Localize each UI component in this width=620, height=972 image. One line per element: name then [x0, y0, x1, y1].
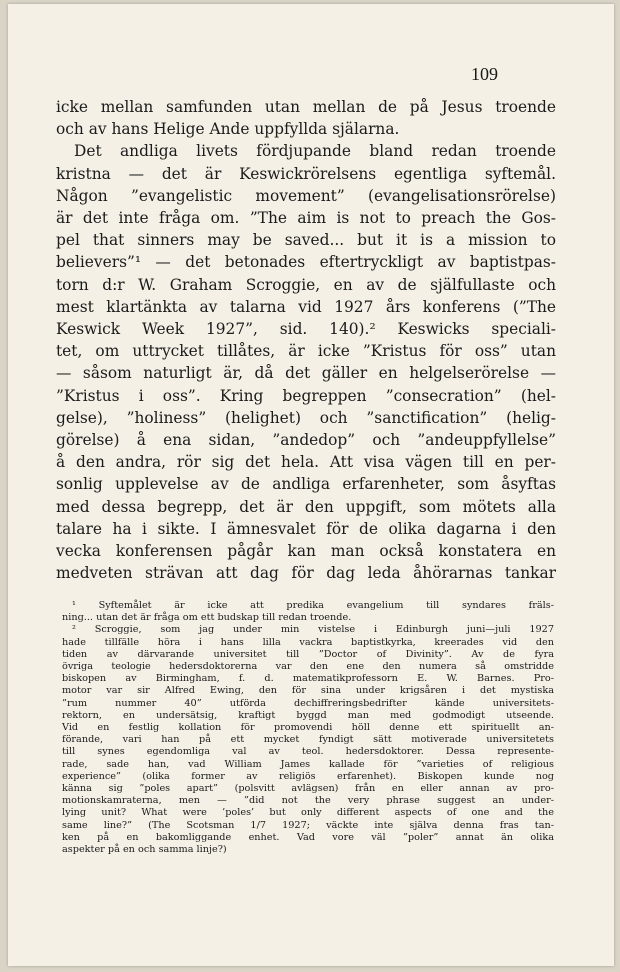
body-line: — såsom naturligt är, då det gäller en helgelserörelse — [56, 364, 556, 383]
body-line: gelse), ”holiness” (helighet) och ”sanctification” (helig- [56, 408, 556, 427]
body-line: och av hans Helige Ande uppfyllda själarna. [56, 120, 400, 139]
body-line: är det inte fråga om. ”The aim is not to preach the Gos- [56, 209, 556, 228]
body-line: tet, om uttrycket tillåtes, är icke ”Kristus för oss” utan [56, 342, 556, 361]
footnote-line: tiden av därvarande universitet till ”Doctor of Divinity”. Av de fyra [62, 648, 554, 660]
footnote-line: Vid en festlig kollation för promovendi höll denne ett spirituellt an- [62, 722, 554, 734]
footnote-line: till synes egendomliga val av teol. hedersdoktorer. Dessa represente- [62, 746, 554, 758]
footnote-line: aspekter på en och samma linje?) [62, 844, 227, 856]
footnote-line: hade tillfälle höra i hans lilla vackra baptistkyrka, kreerades vid den [62, 636, 554, 648]
body-line: talare ha i sikte. I ämnesvalet för de olika dagarna i den [56, 519, 556, 538]
footnote-line: övriga teologie hedersdoktorerna var den ene den numera så omstridde [62, 661, 554, 673]
body-line: believers”¹ — det betonades eftertryckligt av baptistpas- [56, 253, 556, 272]
footnote-line: motionskamraterna, men — ”did not the very phrase suggest an under- [62, 795, 554, 807]
body-line: kristna — det är Keswickrörelsens egentliga syftemål. [56, 164, 556, 183]
footnote-line: ning... utan det är fråga om ett budskap till redan troende. [62, 612, 352, 624]
footnote-line: känna sig ”poles apart” (polsvitt avlägsen) från en eller annan av pro- [62, 783, 554, 795]
footnote-line: rektorn, en undersätsig, kraftigt byggd man med godmodigt utseende. [62, 709, 554, 721]
body-line: medveten strävan att dag för dag leda åhörarnas tankar [56, 564, 556, 583]
footnote-line: lying unit? What were ’poles’ but only different aspects of one and the [62, 807, 554, 819]
body-line: sonlig upplevelse av de andliga erfarenheter, som åsyftas [56, 475, 556, 494]
body-line: Keswick Week 1927”, sid. 140).² Keswicks speciali- [56, 320, 556, 339]
body-line: icke mellan samfunden utan mellan de på Jesus troende [56, 98, 556, 116]
footnote-line: same line?” (The Scotsman 1/7 1927; väckte inte själva denna fras tan- [62, 819, 554, 831]
body-line: pel that sinners may be saved... but it is a mission to [56, 231, 556, 250]
body-line: ”Kristus i oss”. Kring begreppen ”consecration” (hel- [56, 386, 556, 405]
body-line: görelse) å ena sidan, ”andedop” och ”andeuppfyllelse” [56, 431, 556, 450]
footnote-line: experience” (olika former av religiös erfarenhet). Biskopen kunde nog [62, 770, 554, 782]
footnote-line: förande, vari han på ett mycket fyndigt sätt motiverade universitetets [62, 734, 554, 746]
book-page [8, 4, 614, 966]
footnote-line: motor var sir Alfred Ewing, den för sina under krigsåren i det mystiska [62, 685, 554, 697]
body-line: Det andliga livets fördjupande bland redan troende [74, 142, 556, 161]
footnotes [62, 600, 554, 856]
footnote-line: ken på en bakomliggande enhet. Vad vore väl ”poler” annat än olika [62, 831, 554, 843]
footnote-line: rade, sade han, vad William James kallade för ”varieties of religious [62, 758, 554, 770]
footnote-line: ¹ Syftemålet är icke att predika evangelium till syndares fräls- [72, 600, 554, 611]
body-text [56, 96, 556, 584]
footnote-line: ”rum nummer 40” utförda dechiffreringsbedrifter kände universitets- [62, 697, 554, 709]
footnote-line: biskopen av Birmingham, f. d. matematikprofessorn E. W. Barnes. Pro- [62, 673, 554, 685]
page-number: 109 [471, 64, 498, 84]
body-line: Någon ”evangelistic movement” (evangelisationsrörelse) [56, 186, 556, 205]
body-line: torn d:r W. Graham Scroggie, en av de själfullaste och [56, 275, 556, 294]
body-line: vecka konferensen pågår kan man också konstatera en [56, 542, 556, 561]
body-line: mest klartänkta av talarna vid 1927 års konferens (”The [56, 297, 556, 316]
body-line: med dessa begrepp, det är den uppgift, som mötets alla [56, 497, 556, 516]
footnote-line: ² Scroggie, som jag under min vistelse i Edinburgh juni—juli 1927 [72, 624, 554, 636]
body-line: å den andra, rör sig det hela. Att visa vägen till en per- [56, 453, 556, 472]
